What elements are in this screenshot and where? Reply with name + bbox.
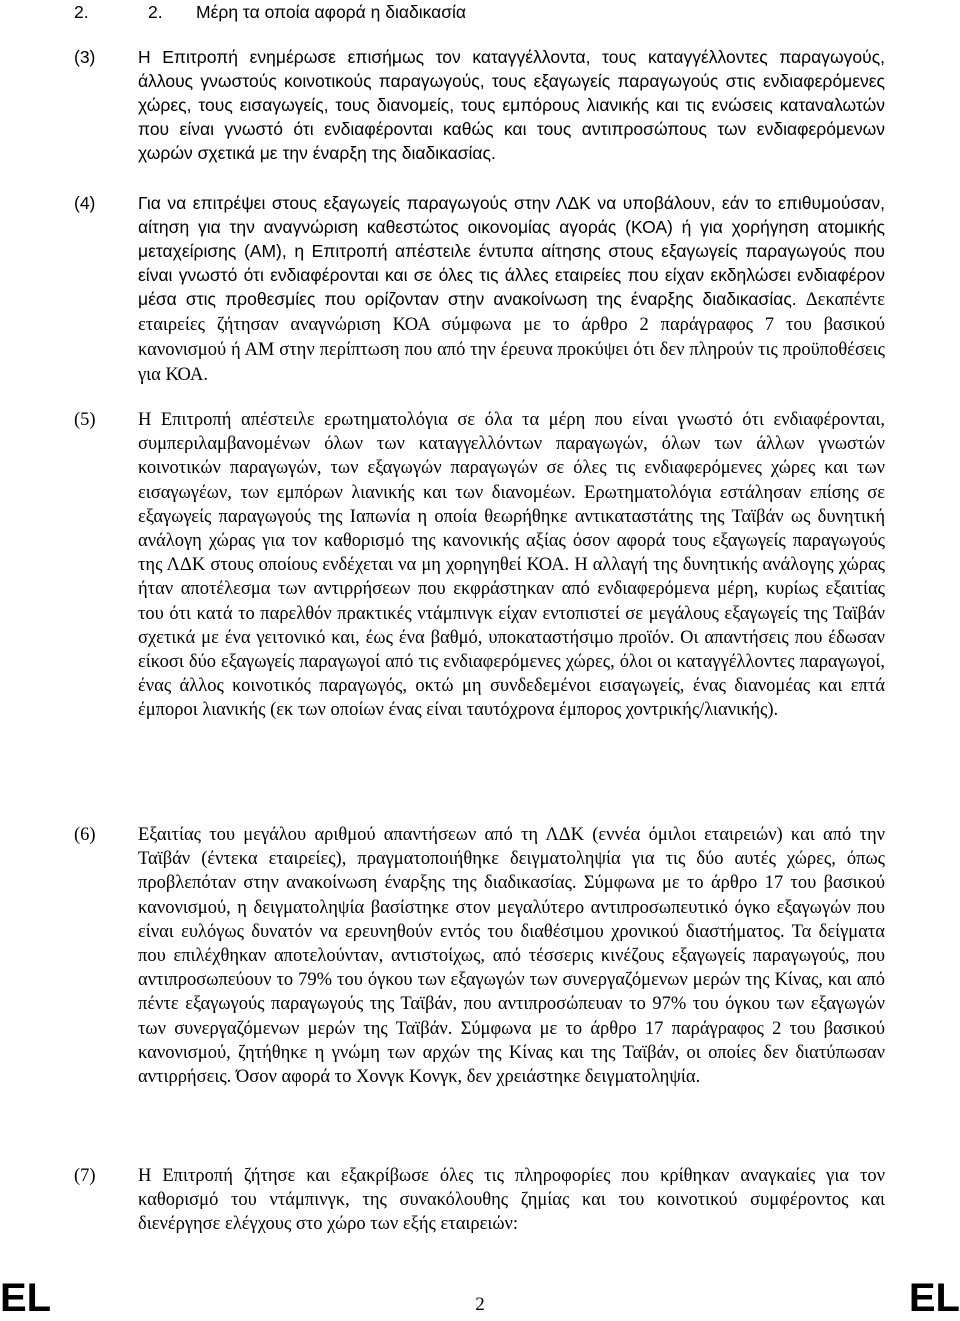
paragraph-number: (7) <box>74 1166 96 1186</box>
paragraph-7 <box>74 1164 885 1237</box>
page-number: 2 <box>475 1294 485 1315</box>
paragraph-text: Η Επιτροπή ζήτησε και εξακρίβωσε όλες τις πληροφορίες που κρίθηκαν αναγκαίες για τον καθορισμό του ντάμπινγκ, της συνακόλουθης ζημίας και του κοινοτικού συμφέροντος και διενέργησε ελέγχους στο χώρο των εξής εταιρειών: <box>138 1166 885 1235</box>
paragraph-number: (6) <box>74 825 96 845</box>
paragraph-6 <box>74 823 885 1089</box>
paragraph-text-part-b: Δεκαπέντε εταιρείες ζήτησαν αναγνώριση ΚΟΑ σύμφωνα με το άρθρο 2 παράγραφος 7 του βασικού κανονισμού ή ΑΜ στην περίπτωση που από την έρευνα προκύψει ότι δεν πληρούν τις προϋποθέσεις για ΚΟΑ. <box>138 290 885 385</box>
paragraph-3 <box>74 45 885 165</box>
paragraph-number: (3) <box>74 47 96 67</box>
paragraph-4 <box>74 191 885 387</box>
paragraph-text: Η Επιτροπή ενημέρωσε επισήμως τον καταγγέλλοντα, τους καταγγέλλοντες παραγωγούς, άλλους γνωστούς κοινοτικούς παραγωγούς, τους εξαγωγείς παραγωγούς στις ενδιαφερόμενες χώρες, τους εισαγωγείς, τους διανομείς, τους εμπόρους λιανικής και τις ενώσεις καταναλωτών που είναι γνωστό ότι ενδιαφέρονται καθώς και τους αντιπροσώπους των ενδιαφερόμενων χωρών σχετικά με την έναρξη της διαδικασίας. <box>138 47 885 163</box>
section-heading <box>74 0 466 24</box>
paragraph-text-part-a: Για να επιτρέψει στους εξαγωγείς παραγωγούς στην ΛΔΚ να υποβάλουν, εάν το επιθυμούσαν, αίτηση για την αναγνώριση καθεστώτος οικονομίας αγοράς (ΚΟΑ) ή για χορήγηση ατομικής μεταχείρισης (ΑΜ), η Επιτροπή απέστειλε έντυπα αίτησης στους εξαγωγείς παραγωγούς που είναι γνωστό ότι ενδιαφέρονται και σε όλες τις άλλες εταιρείες που είχαν εκδηλώσει ενδιαφέρον μέσα στις προθεσμίες που ορίζονταν στην ανακοίνωση της έναρξης διαδικασίας. <box>138 193 885 309</box>
paragraph-text: Εξαιτίας του μεγάλου αριθμού απαντήσεων από τη ΛΔΚ (εννέα όμιλοι εταιρειών) και από την Ταϊβάν (έντεκα εταιρείες), πραγματοποιήθηκε δειγματοληψία για τις δύο αυτές χώρες, όπως προβλεπόταν στην ανακοίνωση έναρξης της διαδικασίας. Σύμφωνα με το άρθρο 17 του βασικού κανονισμού, η δειγματοληψία βασίστηκε στον μεγαλύτερο αντιπροσωπευτικό όγκο εξαγωγών που είναι ευλόγως δυνατόν να ερευνηθούν εντός του διαθέσιμου χρονικού διαστήματος. Τα δείγματα που επιλέχθηκαν αποτελούνταν, αντιστοίχως, από τέσσερις κινέζους εξαγωγείς παραγωγούς, που αντιπροσωπεύουν το 79% του όγκου των εξαγωγών των συνεργαζόμενων μερών της Κίνας, και από πέντε εξαγωγούς παραγωγούς της Ταϊβάν, που αντιπροσώπευαν το 97% του όγκου των εξαγωγών των συνεργαζόμενων μερών της Ταϊβάν. Σύμφωνα με το άρθρο 17 παράγραφος 2 του βασικού κανονισμού, ζητήθηκε η γνώμη των αρχών της Κίνας και της Ταϊβάν, οι οποίες δεν διατύπωσαν αντιρρήσεις. Όσον αφορά το Χονγκ Κονγκ, δεν χρειάστηκε δειγματοληψία. <box>138 825 885 1088</box>
paragraph-5 <box>74 408 885 723</box>
paragraph-number: (4) <box>74 193 96 213</box>
paragraph-text: Η Επιτροπή απέστειλε ερωτηματολόγια σε όλα τα μέρη που είναι γνωστό ότι ενδιαφέρονται, συμπεριλαμβανομένων όλων των καταγγελλόντων παραγωγών, όλων των άλλων γνωστών κοινοτικών παραγωγών, των εξαγωγών παραγωγών σε όλες τις ενδιαφερόμενες χώρες και των εισαγωγέων, των εμπόρων λιανικής και των διανομέων. Ερωτηματολόγια εστάλησαν επίσης σε εξαγωγείς παραγωγούς της Ιαπωνία η οποία θεωρήθηκε αντικαταστάτης της Ταϊβάν ως δυνητική ανάλογη χώρας για τον καθορισμό της κανονικής αξίας όσον αφορά τους εξαγωγείς παραγωγούς της ΛΔΚ στους οποίους ενδέχεται να μη χορηγηθεί ΚΟΑ. Η αλλαγή της δυνητικής ανάλογης χώρας ήταν αποτέλεσμα των αντιρρήσεων που εκφράστηκαν από ενδιαφερόμενα μέρη, κυρίως εξαιτίας του ότι κατά το παρελθόν πρακτικές ντάμπινγκ είχαν εντοπιστεί σε μεγάλους εξαγωγείς της Ταϊβάν σχετικά με ένα γειτονικό και, έως ένα βαθμό, υποκαταστήσιμο προϊόν. Οι απαντήσεις που έδωσαν είκοσι δύο εξαγωγείς παραγωγοί από τις ενδιαφερόμενες χώρες, όλοι οι καταγγέλλοντες παραγωγοί, ένας άλλος κοινοτικός παραγωγός, οκτώ μη συνδεδεμένοι εισαγωγείς, ένας διανομέας και επτά έμποροι λιανικής (εκ των οποίων ένας είναι ταυτόχρονα έμπορος χοντρικής/λιανικής). <box>138 410 885 721</box>
paragraph-number: (5) <box>74 410 96 430</box>
subsection-number: 2. <box>148 2 163 22</box>
section-title: Μέρη τα οποία αφορά η διαδικασία <box>196 2 467 22</box>
section-number: 2. <box>74 2 89 22</box>
paragraph-text <box>138 191 885 387</box>
footer-language-right: EL <box>908 1276 960 1320</box>
footer-language-left: EL <box>0 1276 52 1320</box>
